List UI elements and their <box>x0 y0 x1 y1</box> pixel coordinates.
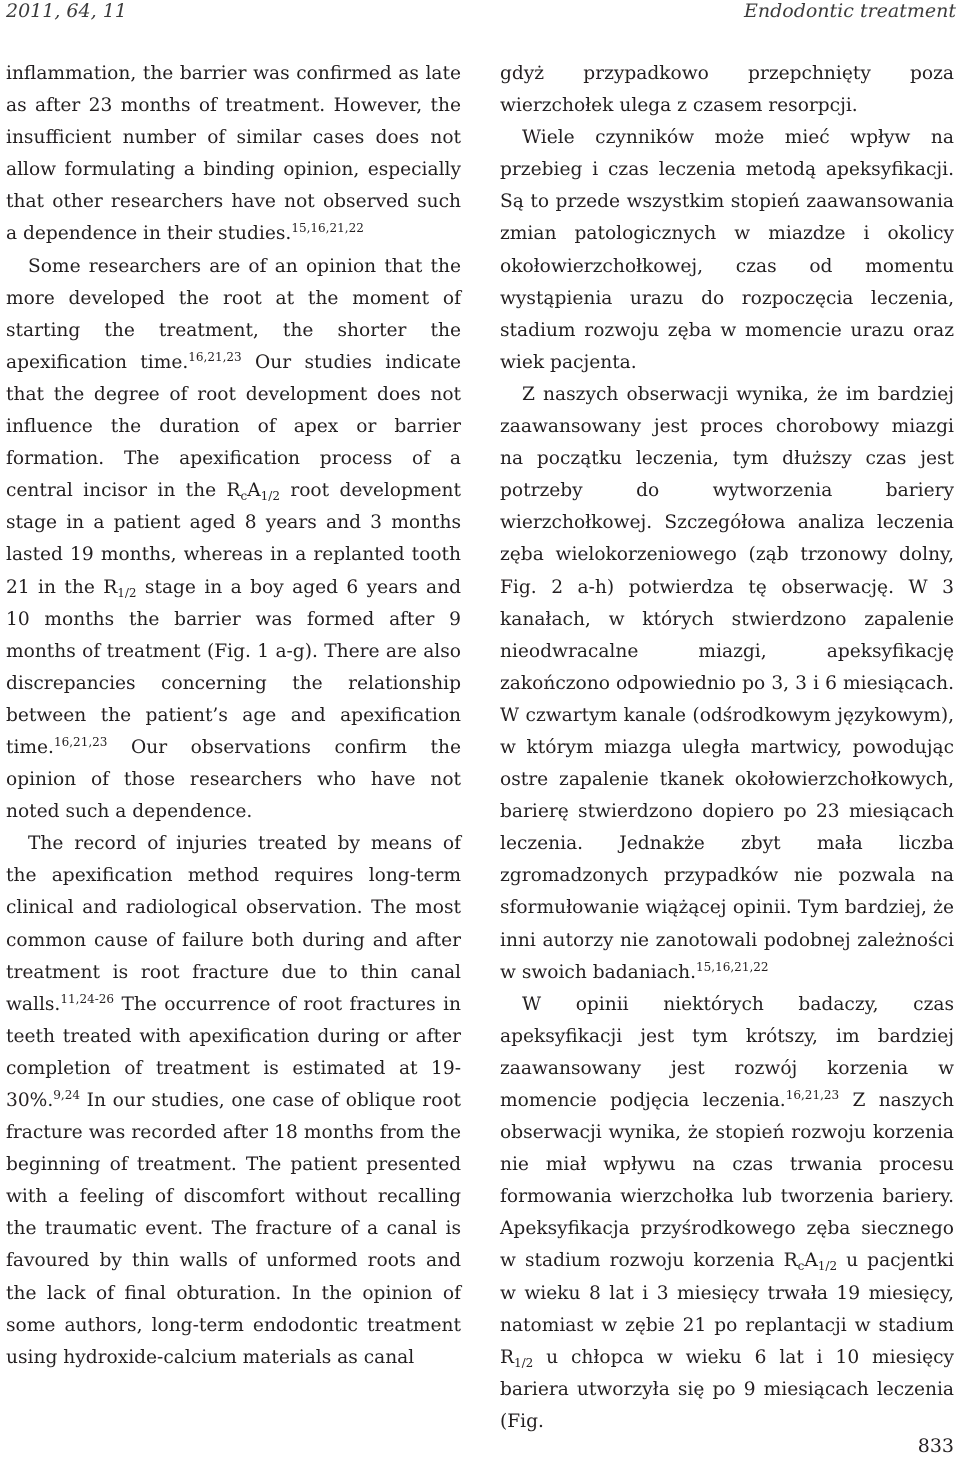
right-column <box>500 58 954 1438</box>
subscript: 1/2 <box>260 489 280 504</box>
text: The occurrence of root fractures in teeth treated with apexification during or after completion of treatment is estimated at 19-30%. <box>6 993 461 1111</box>
text: Some researchers are of an opinion that the more developed the root at the moment of starting the treatment, the shorter the apexification time. <box>6 255 461 373</box>
text: A <box>247 480 261 502</box>
text: Our observations confirm the opinion of those researchers who have not noted such a dependence. <box>6 736 461 823</box>
text: W opinii niektórych badaczy, czas apeksyfikacji jest tym krótszy, im bardziej zaawansowany jest rozwój korzenia w momencie podjęcia leczenia. <box>500 993 954 1111</box>
subscript: c <box>240 489 248 504</box>
text: stage in a boy aged 6 years and 10 months the barrier was formed after 9 months of treatment (Fig. 1 a-g). There are also discrepancies concerning the relationship between the patient’s age and apexification time. <box>6 576 462 758</box>
text: root development stage in a patient aged 8 years and 3 months lasted 19 months, whereas in a replanted tooth 21 in the R <box>6 480 461 598</box>
section-title: Endodontic treatment <box>744 0 956 22</box>
text: inflammation, the barrier was confirmed as late as after 23 months of treatment. However, the insufficient number of similar cases does not allow formulating a binding opinion, especially that other researchers have not observed such a dependence in their studies. <box>6 63 461 245</box>
citation: 15,16,21,22 <box>696 959 769 974</box>
paragraph <box>6 251 461 829</box>
citation: 16,21,23 <box>53 734 108 749</box>
text: Our studies indicate that the degree of root development does not influence the duration of apex or barrier formation. The apexification process of a central incisor in the R <box>6 351 462 502</box>
paragraph <box>500 58 954 122</box>
journal-issue: 2011, 64, 11 <box>6 0 127 22</box>
paragraph <box>6 828 461 1374</box>
citation: 16,21,23 <box>188 349 242 364</box>
text: A <box>804 1250 818 1272</box>
paragraph <box>500 122 954 379</box>
page-number: 833 <box>917 1435 954 1457</box>
text: The record of injuries treated by means of the apexification method requires long-term clinical and radiological observation. The most common cause of failure both during and after treatment is root fracture due to thin canal walls. <box>6 833 461 1015</box>
citation: 16,21,23 <box>785 1088 840 1102</box>
text: Wiele czynników może mieć wpływ na przebieg i czas leczenia metodą apeksyfikacji. Są to przede wszystkim stopień zaawansowania zmian patologicznych w miazdze i okolicy okołowierzchołkowej, czas od momentu wystąpienia urazu do rozpoczęcia leczenia, stadium rozwoju zęba w momencie urazu oraz wiek pacjenta. <box>500 127 954 373</box>
paragraph <box>500 989 954 1438</box>
text: u chłopca w wieku 6 lat i 10 miesięcy bariera utworzyła się po 9 miesiącach leczenia (Fig. <box>500 1346 954 1432</box>
subscript: c <box>797 1259 805 1274</box>
text: Z naszych obserwacji wynika, że stopień rozwoju korzenia nie miał wpływu na czas trwania procesu formowania wierzchołka lub tworzenia bariery. Apeksyfikacja przyśrodkowego zęba siecznego w stadium rozwoju korzenia R <box>500 1090 954 1272</box>
subscript: 1/2 <box>514 1355 534 1370</box>
paragraph <box>500 379 954 989</box>
text: In our studies, one case of oblique root fracture was recorded after 18 months from the beginning of treatment. The patient presented with a feeling of discomfort without recalling the traumatic event. The fracture of a canal is favoured by thin walls of unformed roots and the lack of final obturation. In the opinion of some authors, long-term endodontic treatment using hydroxide-calcium materials as canal <box>6 1090 461 1368</box>
left-column <box>6 58 461 1374</box>
citation: 15,16,21,22 <box>291 221 364 236</box>
citation: 9,24 <box>53 1088 80 1102</box>
text: gdyż przypadkowo przepchnięty poza wierzchołek ulega z czasem resorpcji. <box>500 63 954 117</box>
subscript: 1/2 <box>117 585 137 600</box>
running-header <box>6 0 956 24</box>
text: Z naszych obserwacji wynika, że im bardziej zaawansowany jest proces chorobowy miazgi na początku leczenia, tym dłuższy czas jest potrzeby do wytworzenia bariery wierzchołkowej. Szczegółowa analiza leczenia zęba wielokorzeniowego (ząb trzonowy dolny, Fig. 2 a-h) potwierdza tę obserwację. W 3 kanałach, w których stwierdzono zapalenie nieodwracalne miazgi, apeksyfikację zakończono odpowiednio po 3, 3 i 6 miesiącach. W czwartym kanale (odśrodkowym językowym), w którym miazga uległa martwicy, powodując ostre zapalenie tkanek okołowierzchołkowych, barierę stwierdzono dopiero po 23 miesiącach leczenia. Jednakże zbyt mała liczba zgromadzonych przypadków nie pozwala na sformułowanie wiążącej opinii. Tym bardziej, że inni autorzy nie zanotowali podobnej zależności w swoich badaniach. <box>500 383 954 983</box>
paragraph <box>6 58 461 251</box>
subscript: 1/2 <box>817 1259 838 1274</box>
text: u pacjentki w wieku 8 lat i 3 miesięcy trwała 19 miesięcy, natomiast w zębie 21 po replantacji w stadium R <box>500 1250 954 1368</box>
citation: 11,24-26 <box>60 991 115 1006</box>
